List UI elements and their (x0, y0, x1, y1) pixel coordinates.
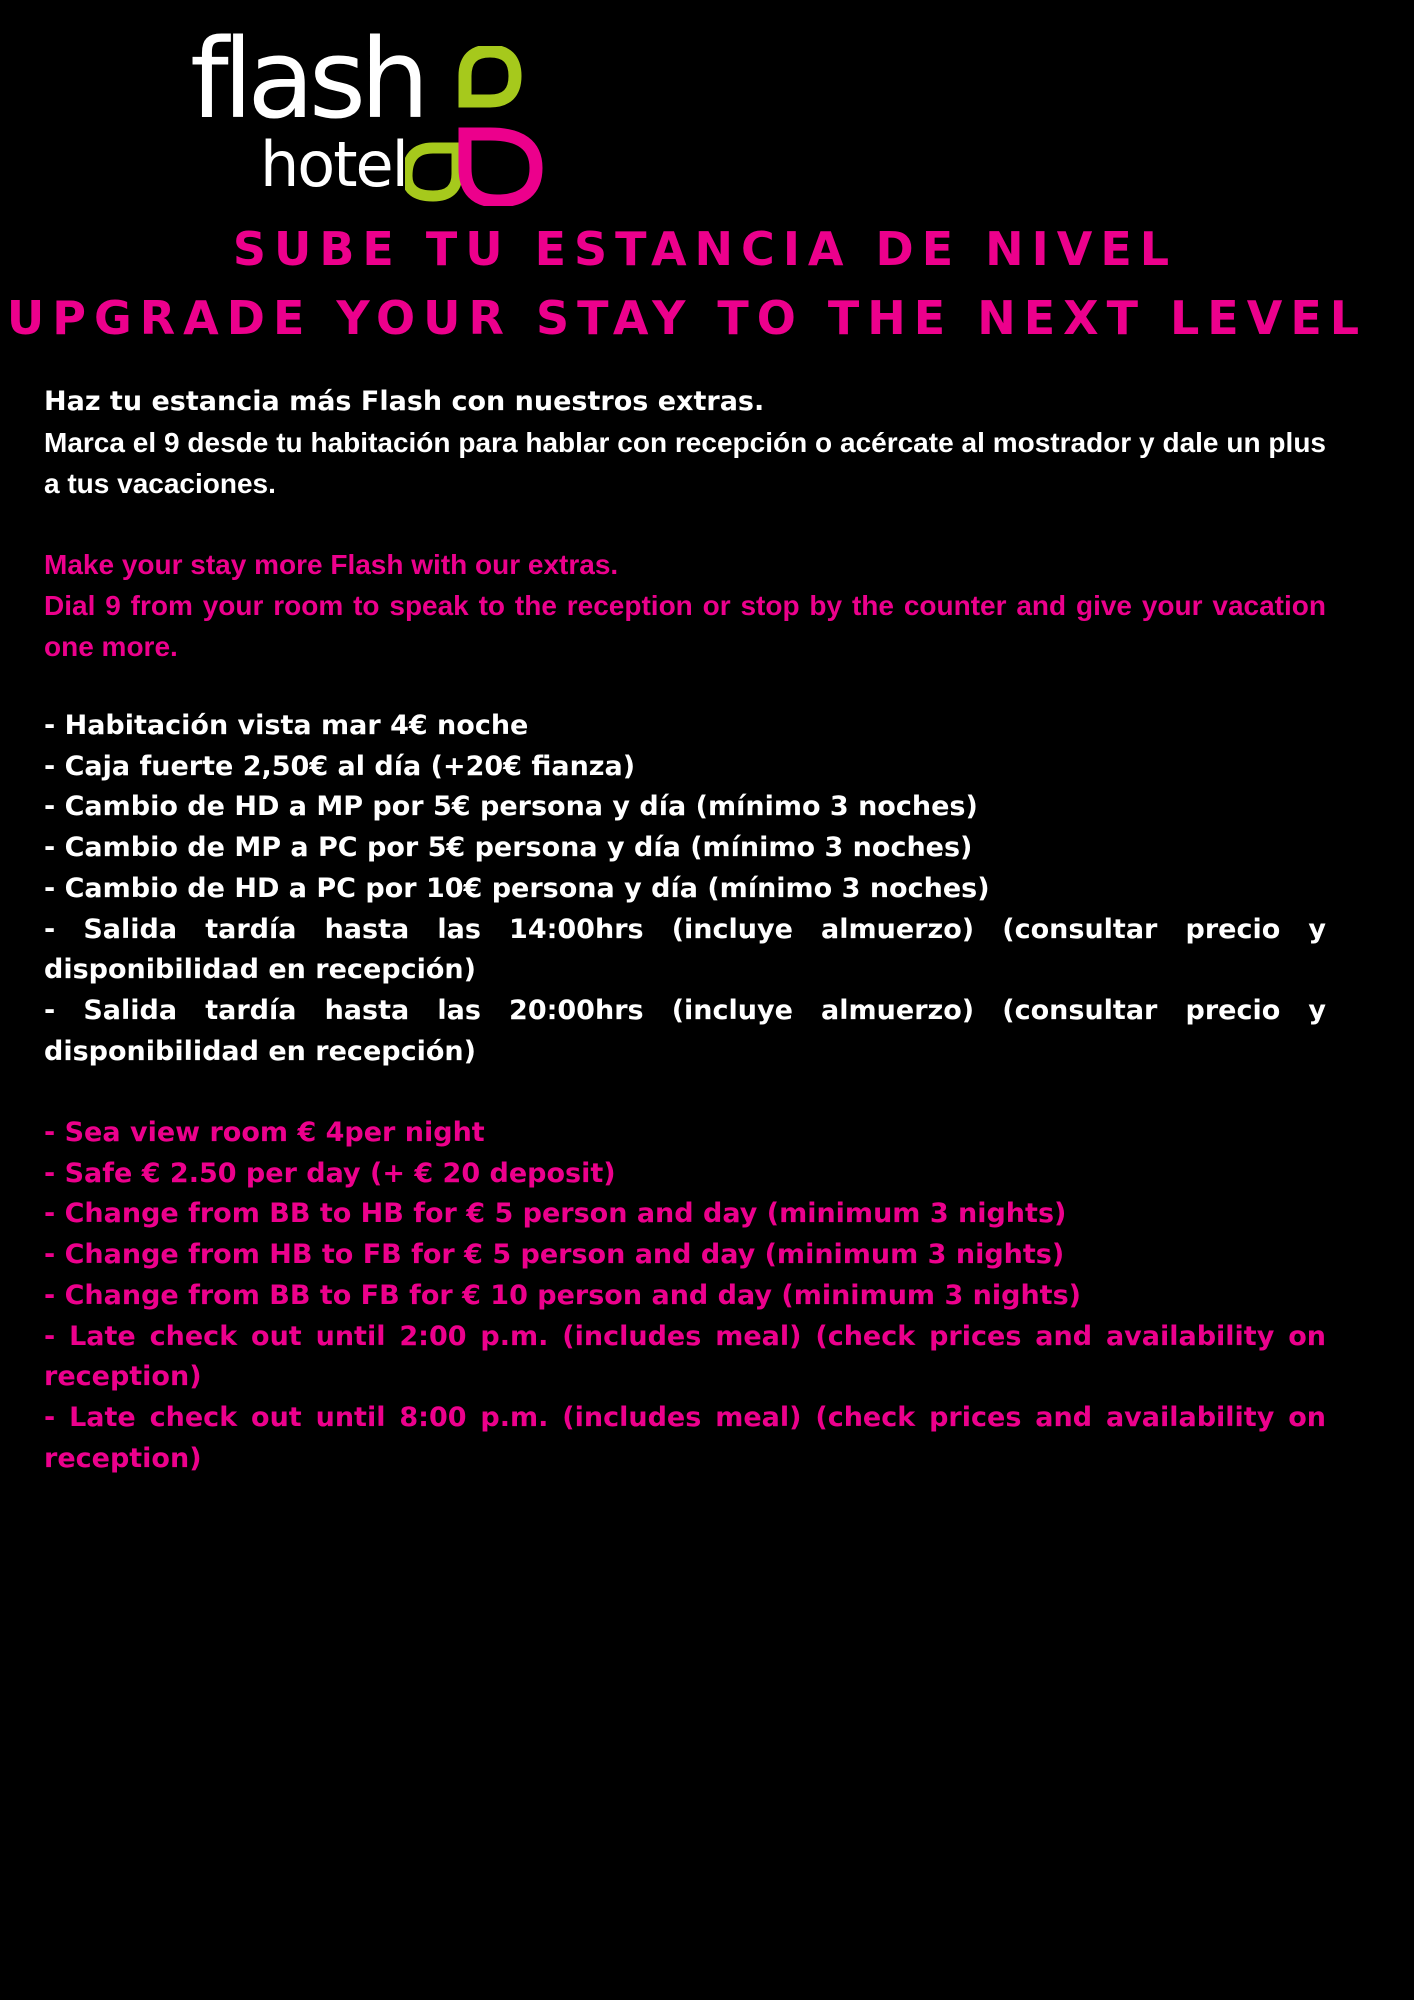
headline-english: UPGRADE YOUR STAY TO THE NEXT LEVEL (6, 291, 1368, 345)
logo-wordmark-hotel: hotel (260, 128, 407, 201)
extras-item: - Change from BB to FB for € 10 person and day (minimum 3 nights) (44, 1279, 1081, 1311)
extras-item: - Cambio de HD a PC por 10€ persona y día (mínimo 3 noches) (44, 872, 990, 904)
extras-item: - Sea view room € 4per night (44, 1117, 485, 1148)
logo-green-drop-bottom (407, 148, 457, 196)
extras-item: - Habitación vista mar 4€ noche (44, 710, 529, 741)
extras-item: - Late check out until 2:00 p.m. (includes meal) (check prices and availability on reception) (44, 1320, 1326, 1393)
logo-green-drop-top (465, 51, 515, 101)
extras-item: - Safe € 2.50 per day (+ € 20 deposit) (44, 1157, 616, 1189)
extras-item: - Caja fuerte 2,50€ al día (+20€ fianza) (44, 750, 636, 782)
extras-item: - Salida tardía hasta las 14:00hrs (incluye almuerzo) (consultar precio y disponibilidad en recepción) (44, 913, 1326, 986)
intro-english (44, 544, 1326, 667)
extras-item: - Late check out until 8:00 p.m. (includes meal) (check prices and availability on reception) (44, 1401, 1326, 1474)
intro-spanish-line-1: Haz tu estancia más Flash con nuestros extras. (44, 386, 765, 417)
extras-list-english (44, 1113, 1326, 1479)
flash-hotel-logo (190, 15, 560, 208)
intro-spanish-line-2: Marca el 9 desde tu habitación para hablar con recepción o acércate al mostrador y dale un plus a tus vacaciones. (44, 427, 1326, 499)
intro-spanish (44, 381, 1326, 504)
extras-list-spanish (44, 706, 1326, 1072)
extras-item: - Cambio de MP a PC por 5€ persona y día (mínimo 3 noches) (44, 832, 973, 864)
extras-item: - Salida tardía hasta las 20:00hrs (incluye almuerzo) (consultar precio y disponibilidad en recepción) (44, 994, 1326, 1067)
extras-item: - Change from HB to FB for € 5 person and day (minimum 3 nights) (44, 1239, 1065, 1271)
headline-spanish: SUBE TU ESTANCIA DE NIVEL (232, 222, 1178, 276)
logo-drops-icon (405, 46, 555, 206)
extras-item: - Change from BB to HB for € 5 person and day (minimum 3 nights) (44, 1198, 1067, 1230)
intro-english-line-1: Make your stay more Flash with our extras. (44, 549, 619, 580)
intro-english-line-2: Dial 9 from your room to speak to the reception or stop by the counter and give your vacation one more. (44, 590, 1326, 662)
logo-pink-drop (465, 134, 536, 201)
logo-wordmark-flash: flash (190, 15, 424, 143)
extras-item: - Cambio de HD a MP por 5€ persona y día (mínimo 3 noches) (44, 791, 978, 823)
